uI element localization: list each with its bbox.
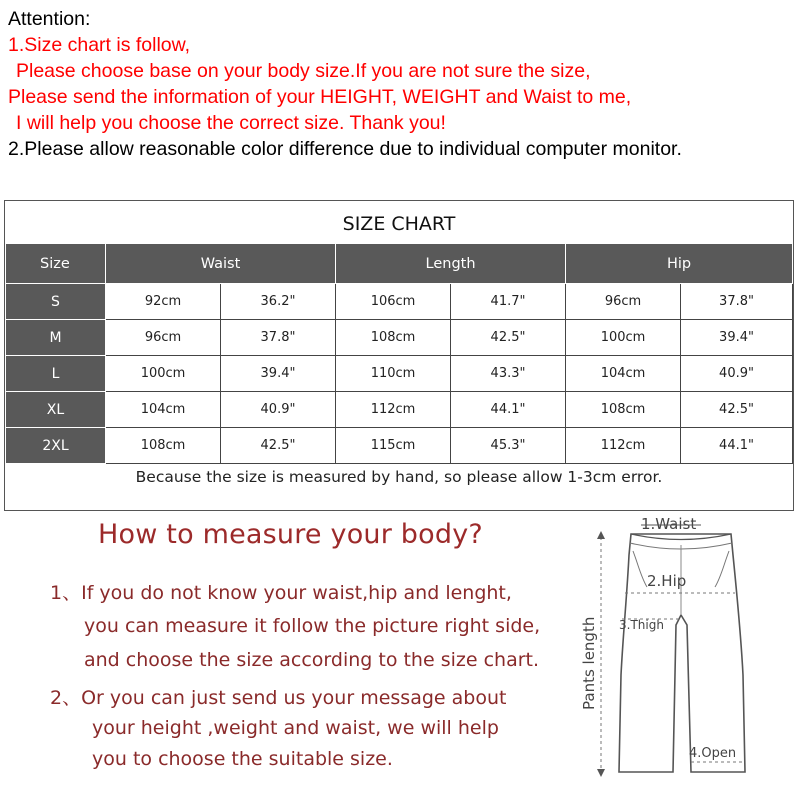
size-cell: 2XL: [6, 428, 106, 464]
measurement-note: Because the size is measured by hand, so please allow 1-3cm error.: [135, 468, 663, 486]
length-in-cell: 43.3": [451, 356, 566, 392]
hip-in-cell: 39.4": [681, 320, 793, 356]
attention-line-3: Please send the information of your HEIGHT, WEIGHT and Waist to me,: [8, 86, 632, 108]
measure-line-1: 1、If you do not know your waist,hip and lenght,: [50, 582, 512, 604]
length-in-cell: 45.3": [451, 428, 566, 464]
length-in-cell: 44.1": [451, 392, 566, 428]
pants-outline: [619, 534, 745, 772]
thigh-label: 3.Thigh: [619, 618, 664, 632]
hip-in-cell: 42.5": [681, 392, 793, 428]
measure-line-3: and choose the size according to the size chart.: [84, 649, 540, 671]
table-header-row: [6, 244, 793, 284]
measure-line-6: you to choose the suitable size.: [92, 748, 393, 770]
hip-label: 2.Hip: [647, 572, 687, 590]
length-arrow-top-icon: [597, 531, 605, 539]
attention-title: Attention:: [8, 8, 91, 30]
size-cell: M: [6, 320, 106, 356]
waist-in-cell: 42.5": [221, 428, 336, 464]
measure-line-5: your height ,weight and waist, we will help: [92, 717, 499, 739]
attention-line-5: 2.Please allow reasonable color difference due to individual computer monitor.: [8, 138, 682, 160]
hip-cm-cell: 104cm: [566, 356, 681, 392]
hip-cm-cell: 112cm: [566, 428, 681, 464]
attention-line-1: 1.Size chart is follow,: [8, 34, 191, 56]
waist-cm-cell: 96cm: [106, 320, 221, 356]
hip-cm-cell: 96cm: [566, 284, 681, 320]
hip-in-cell: 40.9": [681, 356, 793, 392]
header-hip: Hip: [566, 244, 793, 284]
table-row: [6, 320, 793, 356]
measure-line-2: you can measure it follow the picture right side,: [84, 615, 541, 637]
pants-diagram: [565, 515, 800, 800]
attention-line-2: Please choose base on your body size.If you are not sure the size,: [16, 60, 591, 82]
hip-in-cell: 37.8": [681, 284, 793, 320]
hip-in-cell: 44.1": [681, 428, 793, 464]
size-cell: S: [6, 284, 106, 320]
waist-in-cell: 36.2": [221, 284, 336, 320]
pocket-right: [715, 551, 729, 587]
hip-cm-cell: 108cm: [566, 392, 681, 428]
size-cell: L: [6, 356, 106, 392]
pocket-left: [633, 551, 647, 587]
length-in-cell: 41.7": [451, 284, 566, 320]
header-length: Length: [336, 244, 566, 284]
length-arrow-bottom-icon: [597, 769, 605, 777]
waistband: [631, 534, 731, 540]
length-label: Pants length: [580, 616, 598, 710]
table-row: [6, 428, 793, 464]
header-size: Size: [6, 244, 106, 284]
measure-title: How to measure your body?: [98, 519, 483, 550]
attention-line-4: I will help you choose the correct size. Thank you!: [16, 112, 446, 134]
hip-cm-cell: 100cm: [566, 320, 681, 356]
size-cell: XL: [6, 392, 106, 428]
length-cm-cell: 112cm: [336, 392, 451, 428]
length-cm-cell: 110cm: [336, 356, 451, 392]
header-waist: Waist: [106, 244, 336, 284]
waist-label: 1.Waist: [641, 515, 697, 533]
size-chart: [4, 200, 794, 511]
size-chart-title: SIZE CHART: [342, 213, 456, 235]
waist-cm-cell: 108cm: [106, 428, 221, 464]
length-in-cell: 42.5": [451, 320, 566, 356]
table-row: [6, 356, 793, 392]
length-cm-cell: 106cm: [336, 284, 451, 320]
table-row: [6, 284, 793, 320]
waist-in-cell: 39.4": [221, 356, 336, 392]
waist-in-cell: 40.9": [221, 392, 336, 428]
length-cm-cell: 115cm: [336, 428, 451, 464]
waist-cm-cell: 104cm: [106, 392, 221, 428]
waist-cm-cell: 92cm: [106, 284, 221, 320]
attention-block: [8, 6, 798, 162]
size-table: [5, 243, 793, 464]
open-label: 4.Open: [689, 746, 737, 761]
measure-line-4: 2、Or you can just send us your message about: [50, 687, 507, 709]
waist-cm-cell: 100cm: [106, 356, 221, 392]
length-cm-cell: 108cm: [336, 320, 451, 356]
table-row: [6, 392, 793, 428]
waist-in-cell: 37.8": [221, 320, 336, 356]
